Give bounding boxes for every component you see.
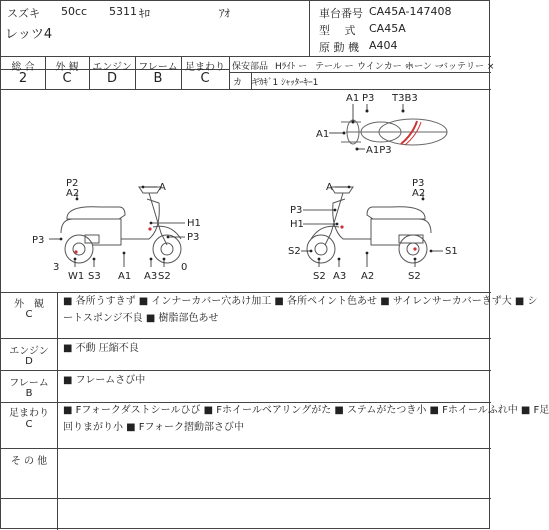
- left-label-a3: A3: [144, 271, 158, 282]
- frame-no-label: 車台番号: [319, 7, 363, 20]
- maker: スズキ: [7, 7, 40, 20]
- remark-exterior-line2: ートスポンジ不良 ■ 樹脂部色あせ: [63, 313, 219, 324]
- remark-engine-label: エンジン: [9, 346, 49, 357]
- model-code-label: 型 式: [319, 24, 356, 37]
- frame-no: CA45A-147408: [369, 5, 452, 18]
- part-winker: ウインカー ー: [357, 62, 414, 72]
- remark-engine-grade: D: [25, 356, 33, 367]
- remark-frame-label: フレーム: [9, 378, 49, 389]
- remark-suspension-label: 足まわり: [9, 408, 49, 419]
- remark-frame-line1: ■ フレームさび中: [63, 375, 146, 386]
- left-label-a2: A2: [66, 188, 80, 199]
- left-label-3: 3: [53, 262, 60, 273]
- model-name: レッツ4: [5, 27, 53, 42]
- remark-suspension-line1: ■ Fフォークダストシールひび ■ Fホイールベアリングがた ■ ステムがたつき小 ■ Fホイールふれ中 ■ F足: [63, 405, 549, 416]
- left-view-damage: [74, 227, 151, 253]
- remark-frame-grade: B: [25, 388, 33, 399]
- top-label-p3: P3: [362, 93, 375, 104]
- left-label-w1: W1: [68, 271, 85, 282]
- remark-other-label: そ の 他: [10, 456, 48, 467]
- damage-diagram: [1, 89, 491, 293]
- top-label-a1p3: A1P3: [366, 145, 392, 156]
- right-label-s2-right: S2: [408, 271, 421, 282]
- left-label-p3-left: P3: [32, 235, 45, 246]
- left-label-a: A: [159, 182, 166, 193]
- displacement: 50cc: [61, 5, 88, 18]
- grade-header-exterior: 外 観: [55, 62, 79, 73]
- right-label-a2-top: A2: [412, 188, 426, 199]
- grade-suspension: C: [200, 71, 210, 86]
- right-label-a: A: [326, 182, 333, 193]
- top-label-t3b3: T3B3: [392, 93, 418, 104]
- right-label-p3-top: P3: [412, 178, 425, 189]
- right-label-p3: P3: [290, 205, 303, 216]
- right-label-a2: A2: [361, 271, 375, 282]
- remark-suspension-line2: 回りまがり小 ■ Fフォーク摺動部さび中: [63, 422, 245, 433]
- part-horn: ホーン ー: [405, 62, 444, 72]
- left-label-a1: A1: [118, 271, 132, 282]
- left-label-p3-right: P3: [187, 232, 200, 243]
- part-key-detail: ｶｷﾞ1 ｼｬｯﾀｰｷｰ1: [259, 78, 319, 88]
- right-label-a3: A3: [333, 271, 347, 282]
- top-label-a1-left: A1: [316, 129, 330, 140]
- remark-suspension-grade: C: [25, 419, 33, 430]
- grade-header-engine: エンジン: [92, 62, 132, 73]
- right-label-s2-left: S2: [288, 246, 301, 257]
- color-label: ｷﾛ: [139, 7, 150, 20]
- grade-exterior: C: [62, 71, 72, 86]
- right-label-h1: H1: [290, 219, 304, 230]
- lot-number: 5311: [109, 5, 137, 18]
- grade-header-overall: 総 合: [11, 62, 35, 73]
- top-view-scooter: [341, 119, 447, 145]
- right-label-s1: S1: [445, 246, 458, 257]
- grade-header-frame: フレーム: [138, 62, 178, 73]
- left-label-s3: S3: [88, 271, 101, 282]
- model-code: CA45A: [369, 22, 406, 35]
- engine-code: A404: [369, 39, 398, 52]
- left-label-h1: H1: [187, 218, 201, 229]
- remark-exterior-line1: ■ 各所うすきず ■ インナーカバー穴あけ加工 ■ 各所ペイント色あせ ■ サイレンサーカバーきず大 ■ シ: [63, 296, 538, 307]
- remark-exterior-label: 外 観: [14, 299, 44, 310]
- parts-title: 保安部品: [232, 62, 269, 72]
- top-label-a1-top: A1: [346, 93, 360, 104]
- grade-engine: D: [106, 71, 117, 86]
- part-taillight: テール ー: [315, 62, 354, 72]
- engine-code-label: 原 動 機: [319, 41, 359, 54]
- part-headlight: Hﾗｲﾄ ー: [275, 62, 308, 72]
- grade-frame: B: [153, 71, 163, 86]
- part-battery: バッテリー ×: [439, 62, 495, 72]
- remark-exterior-grade: C: [25, 309, 33, 320]
- right-label-s2: S2: [313, 271, 326, 282]
- left-label-s2: S2: [158, 271, 171, 282]
- left-label-p2: P2: [66, 178, 79, 189]
- type-label: ｱｵ: [219, 7, 230, 20]
- left-label-0: 0: [181, 262, 188, 273]
- part-key-label: カ ギ: [233, 78, 261, 88]
- remark-engine-line1: ■ 不動 圧縮不良: [63, 343, 139, 354]
- grade-overall: 2: [18, 71, 28, 86]
- grade-header-suspension: 足まわり: [185, 62, 225, 73]
